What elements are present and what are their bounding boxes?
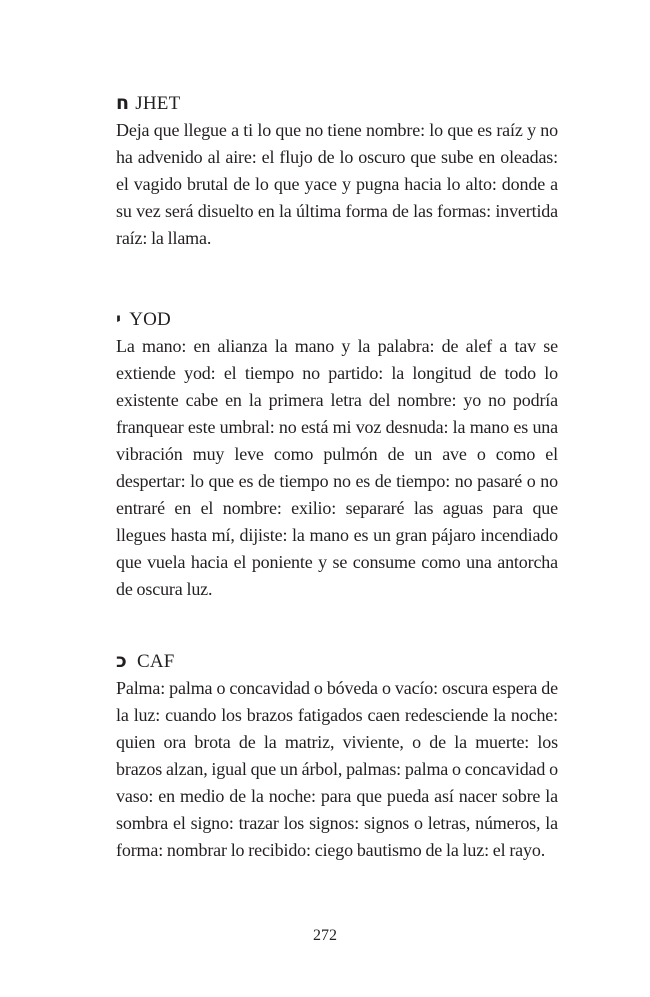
section-title: CAF — [136, 651, 175, 672]
section-paragraph: La mano: en alianza la mano y la palabra: de alef a tav se extiende yod: el tiempo no partido: la longitud de todo lo existente cabe en la primera letra del nombre: yo no podría franquear este umbral: no está mi voz desnuda: la mano es una vibración muy leve como pulmón de un ave o como el despertar: lo que es de tiempo no es de tiempo: no pasaré o no entraré en el nombre: exilio: separaré las aguas para que llegues hasta mí, dijiste: la mano es un gran pájaro incendiado que vuela hacia el poniente y se consume como una antorcha de oscura luz. — [116, 336, 558, 599]
hebrew-letter-yod: י — [116, 310, 122, 330]
section-caf — [116, 648, 558, 864]
section-title: YOD — [129, 309, 171, 330]
section-heading — [116, 648, 558, 675]
section-title: JHET — [135, 93, 181, 114]
section-yod — [116, 306, 558, 603]
section-heading — [116, 306, 558, 333]
section-paragraph: Deja que llegue a ti lo que no tiene nombre: lo que es raíz y no ha advenido al aire: el flujo de lo oscuro que sube en oleadas: el vagido brutal de lo que yace y pugna hacia lo alto: donde a su vez será disuelto en la última forma de las formas: invertida raíz: la llama. — [116, 120, 558, 248]
section-paragraph: Palma: palma o concavidad o bóveda o vacío: oscura espera de la luz: cuando los brazos fatigados caen redesciende la noche: quien ora brota de la matriz, viviente, o de la muerte: los brazos alzan, igual que un árbol, palmas: palma o concavidad o vaso: en medio de la noche: para que pueda así nacer sobre la sombra el signo: trazar los signos: signos o letras, números, la forma: nombrar lo recibido: ciego bautismo de la luz: el rayo. — [116, 678, 558, 860]
hebrew-letter-caf: כ — [116, 650, 127, 672]
hebrew-letter-jhet: ח — [116, 92, 130, 114]
section-heading — [116, 90, 558, 117]
page-number: 272 — [313, 927, 337, 944]
section-jhet — [116, 90, 558, 252]
